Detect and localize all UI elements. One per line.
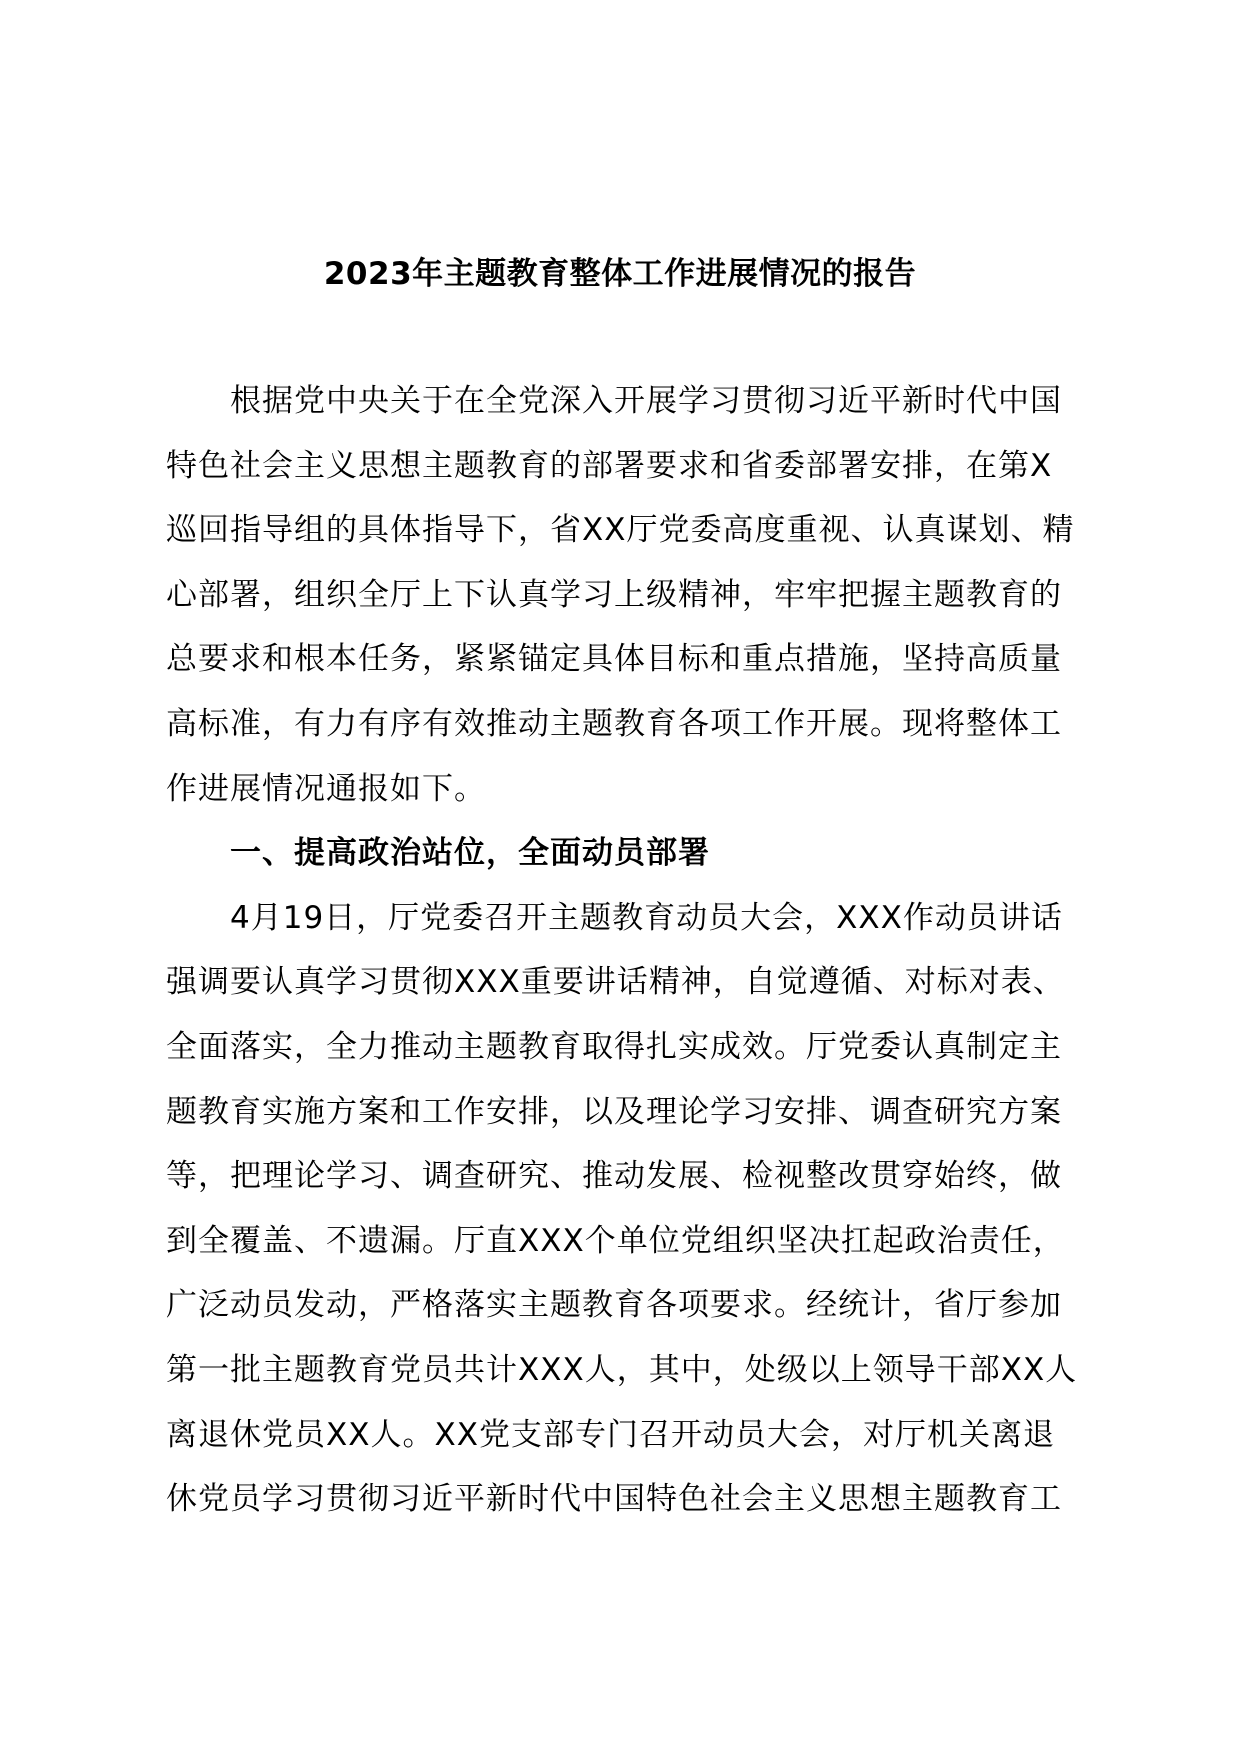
- document-title: 2023年主题教育整体工作进展情况的报告: [323, 256, 917, 292]
- paragraph-2-line: 强调要认真学习贯彻XXX重要讲话精神，自觉遵循、对标对表、: [166, 964, 1065, 1001]
- paragraph-2-line: 离退休党员XX人。XX党支部专门召开动员大会，对厅机关离退: [166, 1416, 1055, 1453]
- paragraph-2-line: 题教育实施方案和工作安排，以及理论学习安排、调查研究方案: [166, 1093, 1062, 1130]
- document-body: [166, 369, 1106, 1532]
- section-1-heading: 一、提高政治站位，全面动员部署: [230, 835, 710, 872]
- paragraph-1-line: 高标准，有力有序有效推动主题教育各项工作开展。现将整体工: [166, 705, 1062, 742]
- paragraph-2-line: 等，把理论学习、调查研究、推动发展、检视整改贯穿始终，做: [166, 1158, 1062, 1195]
- paragraph-1-line: 心部署，组织全厅上下认真学习上级精神，牢牢把握主题教育的: [166, 576, 1062, 613]
- paragraph-1-line: 根据党中央关于在全党深入开展学习贯彻习近平新时代中国: [230, 383, 1062, 419]
- paragraph-1-line: 总要求和根本任务，紧紧锚定具体目标和重点措施，坚持高质量: [166, 641, 1062, 678]
- paragraph-1-line: 作进展情况通报如下。: [166, 770, 486, 807]
- paragraph-2-line: 广泛动员发动，严格落实主题教育各项要求。经统计，省厅参加: [166, 1287, 1062, 1324]
- paragraph-2-line: 第一批主题教育党员共计XXX人，其中，处级以上领导干部XX人: [166, 1351, 1078, 1388]
- paragraph-1-line: 巡回指导组的具体指导下，省XX厅党委高度重视、认真谋划、精: [166, 512, 1075, 549]
- paragraph-2-line: 全面落实，全力推动主题教育取得扎实成效。厅党委认真制定主: [166, 1028, 1062, 1065]
- paragraph-2-line: 休党员学习贯彻习近平新时代中国特色社会主义思想主题教育工: [166, 1481, 1062, 1518]
- paragraph-2-line: 4月19日，厅党委召开主题教育动员大会，XXX作动员讲话: [230, 899, 1063, 936]
- paragraph-1-line: 特色社会主义思想主题教育的部署要求和省委部署安排，在第X: [166, 447, 1053, 484]
- paragraph-2-line: 到全覆盖、不遗漏。厅直XXX个单位党组织坚决扛起政治责任，: [166, 1222, 1065, 1259]
